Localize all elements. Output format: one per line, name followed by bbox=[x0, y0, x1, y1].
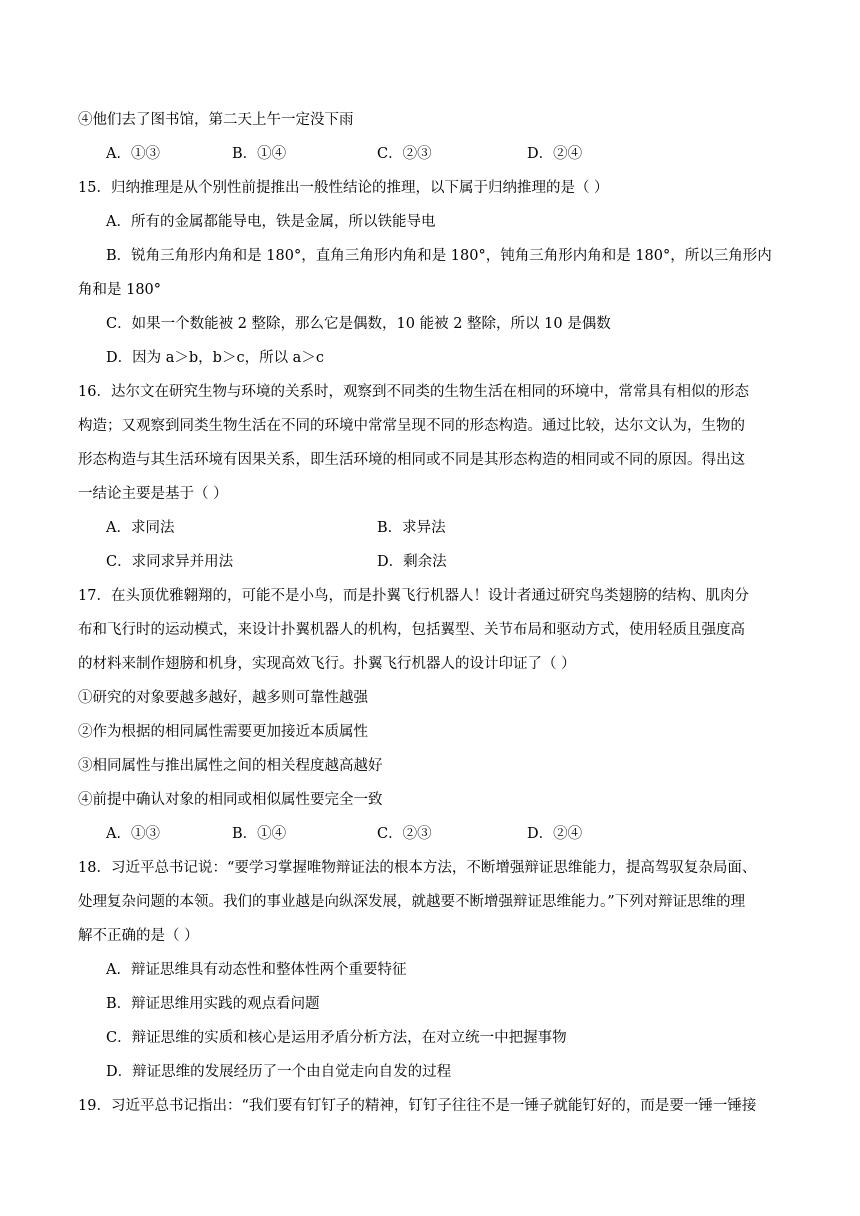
q18-option-b: B．辩证思维用实践的观点看问题 bbox=[106, 996, 320, 1012]
q16-stem-line-2: 构造；又观察到同类生物生活在不同的环境中常常呈现不同的形态构造。通过比较，达尔文认为，生物的 bbox=[78, 418, 745, 434]
q18-option-d: D．辩证思维的发展经历了一个由自觉走向自发的过程 bbox=[106, 1064, 452, 1080]
q15-option-c: C．如果一个数能被 2 整除，那么它是偶数，10 能被 2 整除，所以 10 是偶数 bbox=[106, 316, 611, 332]
q17-statement-1: ①研究的对象要越多越好，越多则可靠性越强 bbox=[78, 690, 368, 706]
q17-option-d: D．②④ bbox=[527, 826, 583, 842]
q18-stem-line-2: 处理复杂问题的本领。我们的事业越是向纵深发展，就越要不断增强辩证思维能力。”下列对辩证思维的理 bbox=[78, 894, 746, 910]
q14-option-c: C．②③ bbox=[377, 146, 432, 162]
q14-statement-4: ④他们去了图书馆，第二天上午一定没下雨 bbox=[78, 112, 354, 128]
q16-stem-line-3: 形态构造与其生活环境有因果关系，即生活环境的相同或不同是其形态构造的相同或不同的原因。得出这 bbox=[78, 452, 745, 468]
q17-stem-line-3: 的材料来制作翅膀和机身，实现高效飞行。扑翼飞行机器人的设计印证了（ ） bbox=[78, 656, 576, 672]
q17-option-c: C．②③ bbox=[377, 826, 432, 842]
q16-option-c: C．求同求异并用法 bbox=[106, 554, 234, 570]
q15-stem: 15．归纳推理是从个别性前提推出一般性结论的推理，以下属于归纳推理的是（ ） bbox=[78, 180, 609, 196]
q14-option-d: D．②④ bbox=[527, 146, 583, 162]
q17-statement-4: ④前提中确认对象的相同或相似属性要完全一致 bbox=[78, 792, 383, 808]
q19-stem-line-1: 19．习近平总书记指出：“我们要有钉钉子的精神，钉钉子往往不是一锤子就能钉好的，而是要一锤一锤接 bbox=[78, 1098, 757, 1114]
q16-option-b: B．求异法 bbox=[377, 520, 446, 536]
q17-option-a: A．①③ bbox=[106, 826, 160, 842]
q17-stem-line-2: 布和飞行时的运动模式，来设计扑翼机器人的机构，包括翼型、关节布局和驱动方式，使用轻质且强度高 bbox=[78, 622, 745, 638]
q14-option-b: B．①④ bbox=[232, 146, 287, 162]
q17-statement-3: ③相同属性与推出属性之间的相关程度越高越好 bbox=[78, 758, 383, 774]
q16-stem-line-4: 一结论主要是基于（ ） bbox=[78, 486, 228, 502]
q16-stem-line-1: 16．达尔文在研究生物与环境的关系时，观察到不同类的生物生活在相同的环境中，常常具有相似的形态 bbox=[78, 384, 749, 400]
q15-option-d: D．因为 a＞b，b＞c，所以 a＞c bbox=[106, 350, 324, 366]
q16-option-a: A．求同法 bbox=[106, 520, 175, 536]
q18-option-c: C．辩证思维的实质和核心是运用矛盾分析方法，在对立统一中把握事物 bbox=[106, 1030, 567, 1046]
q18-stem-line-1: 18．习近平总书记说：“要学习掌握唯物辩证法的根本方法，不断增强辩证思维能力，提高驾驭复杂局面、 bbox=[78, 860, 757, 876]
q15-option-a: A．所有的金属都能导电，铁是金属，所以铁能导电 bbox=[106, 214, 436, 230]
q18-option-a: A．辩证思维具有动态性和整体性两个重要特征 bbox=[106, 962, 407, 978]
q16-option-d: D．剩余法 bbox=[377, 554, 447, 570]
q18-stem-line-3: 解不正确的是（ ） bbox=[78, 928, 199, 944]
q17-stem-line-1: 17．在头顶优雅翱翔的，可能不是小鸟，而是扑翼飞行机器人！设计者通过研究鸟类翅膀的结构、肌肉分 bbox=[78, 588, 749, 604]
q15-option-b-cont: 角和是 180° bbox=[78, 282, 162, 298]
q17-statement-2: ②作为根据的相同属性需要更加接近本质属性 bbox=[78, 724, 368, 740]
q15-option-b: B．锐角三角形内角和是 180°，直角三角形内角和是 180°，钝角三角形内角和是 180°，所以三角形内 bbox=[106, 248, 772, 264]
q14-option-a: A．①③ bbox=[106, 146, 160, 162]
q17-option-b: B．①④ bbox=[232, 826, 287, 842]
